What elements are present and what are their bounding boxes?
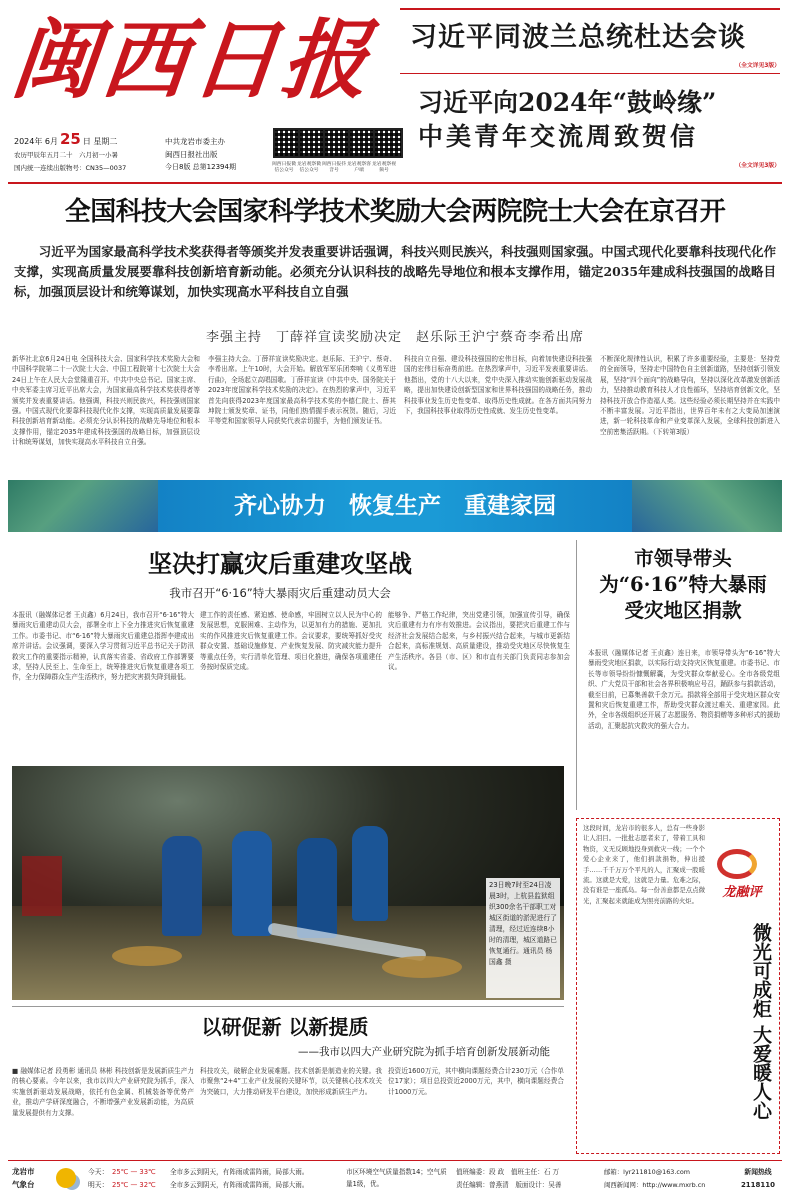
lead-column: 科技自立自强、建设科技强国的宏伟目标，向着加快建设科技强国的宏伟目标奋勇前进。在热烈掌声中，习近平发表重要讲话。他指出，党的十八大以来，党中央深入推动实施创新驱动发展战略，提出加快建设创新型国家和世界科技强国的战略任务，推动科技事业发生历史性变革、取得历史性成就。在各方面共同努力下，我国科技事业取得历史性成就、发生历史性变革。 (404, 355, 592, 416)
qr-code[interactable] (373, 128, 403, 158)
qr-label: 闽西日报微信公众号 (272, 162, 296, 173)
qr-label: 龙岩观察客户端 (347, 162, 371, 173)
bottom-story-column: ■ 融媒体记者 段勇彬 通讯员 林彬 科技创新是发展新质生产力的核心要素。今年以来，我市以四大产业研究院为抓手，深入实施创新驱动发展战略，依托有色金属、机械装备等优势产业，推动产学研深度融合，不断增强产业发展新动能，为高质量发展提供有力支撑。 (12, 1067, 194, 1117)
side-headline-line: 受灾地区捐款 (624, 599, 742, 622)
qr-label: 龙岩观察视频号 (372, 162, 396, 173)
lead-column: 新华社北京6月24日电 全国科技大会、国家科学技术奖励大会和中国科学院第二十一次院士大会、中国工程院第十七次院士大会24日上午在人民大会堂隆重召开。中共中央总书记、国家主席、中央军委主席习近平出席大会，为国家最高科学技术奖获得者等颁奖并发表重要讲话。他强调，科技兴则民族兴，科技强则国家强。中国式现代化要靠科技现代化作支撑，实现高质量发展要靠科技创新培育新动能。必须充分认识科技的战略先导地位和根本支撑作用，锚定2035年建成科技强国的战略目标，加强顶层设计和统筹谋划，加快实现高水平科技自立自强。 (12, 355, 200, 447)
banner-photo-right (632, 480, 782, 532)
headline-xi-guling-2[interactable]: 中美青年交流周致贺信 (418, 122, 699, 151)
bottom-story-headline[interactable]: 以研促新 以新提质 (201, 1015, 369, 1039)
broom (382, 956, 462, 978)
main-story-column: 能够争、严格工作纪律，突出党建引领，加强宣传引导，确保灾后重建有力有序有效推进。会议指出，要把灾后重建工作与经济社会发展结合起来，与乡村振兴结合起来，与城市更新结合起来，高标准规划、高质量建设，推动受灾地区尽快恢复生产生活秩序。各县（市、区）和市直有关部门负责同志参加会议。 (388, 611, 570, 672)
sponsor-line-2: 闽西日报社出版 (165, 150, 218, 159)
main-story-subhead: 我市召开“6·16”特大暴雨灾后重建动员大会 (169, 586, 391, 600)
lunar-date: 农历甲辰年五月二十 六月初一小暑 (14, 151, 118, 159)
newspaper-logo: 闽西日报 (6, 10, 378, 111)
main-story-column: 建工作的责任感、紧迫感、使命感，牢固树立以人民为中心的发展思想，克服困难、主动作为，以更加有力的措施、更加扎实的作风推进灾后恢复重建工作。会议要求，要统筹抓好受灾群众安置、基础设施修复、产业恢复发展、防灾减灾能力提升等重点任务，实行清单化管理、项目化推进，确保各项重建任务按时保质完成。 (200, 611, 382, 672)
lead-headline[interactable]: 全国科技大会国家科学技术奖励大会两院院士大会在京召开 (64, 197, 726, 227)
hotline-number[interactable]: 2118110 (740, 1181, 776, 1189)
pages-info: 今日8版 总第12394期 (165, 163, 236, 171)
main-story-headline[interactable]: 坚决打赢灾后重建攻坚战 (148, 549, 412, 578)
worker-figure (352, 826, 388, 921)
air-quality: 市区环境空气质量指数14；空气质量1级，优。 (346, 1168, 447, 1188)
issue-date: 2024年 6月 25 日 星期二 (14, 130, 118, 148)
weather-label: 气象台 (12, 1180, 35, 1189)
email-contact[interactable]: 邮箱：lyr211810@163.com (604, 1168, 691, 1176)
tomorrow-temp: 25℃ — 32℃ (112, 1181, 156, 1189)
banner-title: 齐心协力 恢复生产 重建家园 (234, 493, 556, 519)
weather-icon (56, 1168, 76, 1188)
photo-caption: 23日晚7时至24日凌晨3时，上杭县监狱组织300余名干部职工对城区街道的淤泥进行了清理，经过近连续8小时的清理，城区道路已恢复通行。通讯员 杨国鑫 摄 (486, 878, 560, 998)
lead-column: 李强主持大会。丁薛祥宣读奖励决定。赵乐际、王沪宁、蔡奇、李希出席。上午10时，大会开始。解放军军乐团奏响《义勇军进行曲》，全场起立高唱国歌。丁薛祥宣读《中共中央、国务院关于2023年度国家科学技术奖励的决定》。在热烈的掌声中，习近平首先向获得2023年度国家最高科学技术奖的李德仁院士、薛其坤院士颁发奖章、证书，同他们热情握手表示祝贺。随后，习近平等党和国家领导人同获奖代表亲切握手，为他们颁发证书。 (208, 355, 396, 426)
main-story-column: 本报讯（融媒体记者 王贞鑫）6月24日，我市召开“6·16”特大暴雨灾后重建动员大会，部署全市上下全力推进灾后恢复重建工作。市委书记、市“6·16”特大暴雨灾后重建总指挥李建成出席并讲话。会议强调，要深入学习贯彻习近平总书记关于防汛救灾工作的重要指示精神，认真落实省委、省政府工作部署要求，坚持人民至上、生命至上，统筹推进灾后恢复重建各项工作，全力保障群众生产生活秩序，努力把灾害损失降到最低。 (12, 611, 194, 682)
tomorrow-forecast: 全市多云到阴天，有阵雨或雷阵雨，局部大雨。 (170, 1181, 309, 1189)
lead-subhead: 习近平为国家最高科学技术奖获得者等颁奖并发表重要讲话强调，科技兴则民族兴，科技强则国家强。中国式现代化要靠科技现代化作支撑，实现高质量发展要靠科技创新培育新动能。必须充分认识科技的战略先导地位和根本支撑作用，锚定2035年建成科技强国的战略目标，加强顶层设计和统筹谋划，加快实现高水平科技自立自强 (14, 244, 776, 299)
today-label: 今天： (88, 1168, 109, 1176)
editor-line-2: 责任编辑：曾燕清 版面设计：吴善 (456, 1181, 562, 1189)
today-temp: 25℃ — 33℃ (112, 1168, 156, 1176)
worker-figure (232, 831, 272, 936)
lead-attendees: 李强主持 丁薛祥宣读奖励决定 赵乐际王沪宁蔡奇李希出席 (205, 330, 584, 345)
side-headline-line: 市领导带头 (634, 547, 732, 570)
commentary-headline[interactable]: 微光可成炬 大爱暖人心 (750, 923, 772, 1120)
commentary-brand: 龙融评 (722, 885, 762, 900)
hotline-label: 新闻热线 (744, 1168, 772, 1176)
qr-label: 闽西日报抖音号 (322, 162, 346, 173)
see-page-ref: （全文详见3版） (735, 163, 780, 169)
bottom-story-column: 科技攻关，破解企业发展难题。技术创新是制造业的关键。我市聚焦“2+4”工业产业发展的关键环节，以关键核心技术攻关为突破口，大力推动研发平台建设，加快形成新质生产力。 (200, 1067, 382, 1096)
headline-xi-duda[interactable]: 习近平同波兰总统杜达会谈 (410, 22, 746, 53)
banner-photo-left (8, 480, 158, 532)
recovery-banner (8, 480, 782, 532)
commentary-text: 这段时间，龙岩市的很多人，总有一些身影让人泪目。一批批志愿者来了，带着工具和物资，义无反顾地投身到救灾一线；一个个爱心企业来了，他们捐款捐物，伸出援手……千千万万个平凡的人，汇聚成一股暖流。这就是大爱，这就是力量。危难之际，没有谁是一座孤岛。每一份善意都是点点微光，汇聚起来就能成为照亮前路的火炬。 (583, 824, 705, 905)
see-page-ref: （全文详见3版） (735, 63, 780, 69)
today-forecast: 全市多云到阴天，有阵雨或雷阵雨，局部大雨。 (170, 1168, 309, 1176)
broom (112, 946, 182, 966)
editor-line-1: 值班编委：段 政 值班主任：石 万 (456, 1168, 560, 1176)
worker-figure (297, 838, 337, 938)
cleanup-photo (12, 766, 564, 1000)
commentary-box (576, 818, 780, 1154)
side-story-text: 本报讯（融媒体记者 王贞鑫）连日来，市领导带头为“6·16”特大暴雨受灾地区捐款，以实际行动支持灾区恢复重建。市委书记、市长等市领导纷纷慷慨解囊，为受灾群众奉献爱心。全市各级党组织、广大党员干部和社会各界积极响应号召，踊跃参与捐款活动，截至目前，已募集善款千余万元。捐款将全部用于受灾地区群众安置和灾后恢复重建工作，帮助受灾群众渡过难关、重建家园。此外，全市各级组织还开展了志愿服务、物资捐赠等多种形式的援助活动，汇聚起抗灾救灾的强大合力。 (588, 649, 780, 730)
worker-figure (162, 836, 202, 936)
sponsor-line-1: 中共龙岩市委主办 (165, 137, 225, 146)
masthead (0, 0, 790, 190)
street-ground (12, 906, 564, 1000)
bottom-story-subhead: ——我市以四大产业研究院为抓手培育创新发展新动能 (298, 1046, 550, 1058)
footer-bar (8, 1164, 782, 1194)
truck-light (22, 856, 62, 916)
side-headline-line: 为“6·16”特大暴雨 (599, 573, 767, 596)
qr-label: 龙岩观察微信公众号 (297, 162, 321, 173)
headline-xi-guling-1[interactable]: 习近平向2024年“鼓岭缘” (418, 88, 717, 117)
side-story-headline[interactable] (586, 546, 780, 646)
lead-column: 不断深化规律性认识，积累了许多重要经验，主要是：坚持党的全面领导，坚持走中国特色自主创新道路，坚持创新引领发展，坚持“四个面向”的战略导向，坚持以深化改革激发创新活力，坚持推动教育科技人才良性循环，坚持培育创新文化，坚持科技开放合作造福人类。这些经验必须长期坚持并在实践中不断丰富发展。习近平指出，世界百年未有之大变局加速演进，新一轮科技革命和产业变革深入发展，全球科技创新进入空前密集活跃期。（下转第3版） (600, 355, 780, 436)
tomorrow-label: 明天： (88, 1181, 109, 1189)
weather-city: 龙岩市 (12, 1167, 35, 1176)
cn-number: 国内统一连续出版物号：CN35—0037 (14, 164, 127, 172)
bottom-story-column: 投资近1600万元，其中横向课题经费合计230万元（合作单位17家）；项目总投资近2000万元，其中，横向课题经费合计1000万元。 (388, 1067, 564, 1096)
swirl-icon (717, 849, 757, 879)
website-link[interactable]: 闽西新闻网：http://www.mxrb.cn (604, 1181, 706, 1189)
